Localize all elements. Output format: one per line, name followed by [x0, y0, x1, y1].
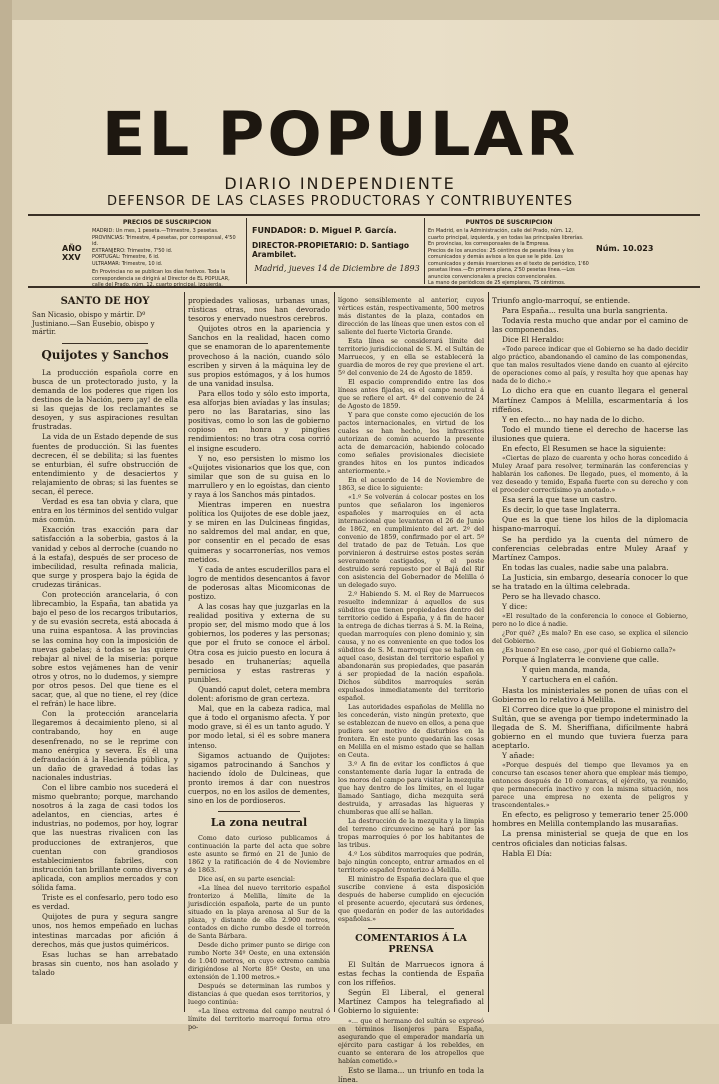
paragraph: Esa será la que tase un castro. [502, 495, 618, 505]
section-rule [218, 811, 300, 812]
page-top-edge [0, 0, 719, 20]
paragraph: Y no, eso persisten lo mismo los «Quijotes visionarios que los que, con similar que son de su guisa en lo marrullero y en lo egoístas, dan ciento y raya á los Sanchos más pintados. [188, 453, 330, 499]
prices-note: En Provincias no se publican los días festivos. Toda la correspondencia se dirigirá al Director de EL POPULAR, calle del Prado, núm. 12, cuarto principal, izquierda. [92, 269, 230, 288]
paragraph: ¿Por qué? ¿Es malo? En ese caso, se explica el silencio del Gobierno. [492, 629, 688, 646]
masthead-motto: DEFENSOR DE LAS CLASES PRODUCTORAS Y CONTRIBUYENTES [106, 194, 574, 209]
paragraph: Como dato curioso publicamos á continuación la parte del acta que sobre este asunto se firmó en 21 de Junio de 1862 y la ratificación de 4 de Noviembre de 1863. [188, 834, 330, 875]
paragraph: «Porque después del tiempo que llevamos ya en concurso tan escasos tener ahora que emplear más tiempo, entonces después de 10 comarcas, el ejército, ya reunido, que permanecería inactivo y con la misma situación, nos parece una empresa no exenta de peligros y trascendentales.» [492, 761, 688, 810]
paragraph: Pero se ha llevado chasco. [502, 592, 601, 602]
paragraph: Se ha perdido ya la cuenta del número de conferencias celebradas entre Muley Araaf y Martínez Campos. [492, 534, 688, 562]
paragraph: Y añade: [502, 751, 535, 761]
prices-line: MADRID: Un mes, 1 peseta.—Trimestre, 3 pesetas. [92, 228, 219, 234]
paragraph: 4.º Los súbditos marroquíes que podrán, bajo ningún concepto, entrar armados en el territorio español fronterizo á Melilla. [338, 850, 484, 874]
column-1 [32, 296, 178, 1010]
paragraph: «Todo parece indicar que el Gobierno se ha dado decidir algo práctico, abandonando el camino de las componendas, que tan malos resultados viene dando en cuanto al ejército de operaciones como al país, y resulta hoy que apenas hay nada de lo dicho.» [492, 345, 688, 386]
dateline: Madrid, jueves 14 de Diciembre de 1893 [254, 264, 420, 273]
paragraph: La prensa ministerial se queja de que en los centros oficiales dan noticias falsas. [492, 829, 688, 848]
paragraph: «La línea del nuevo territorio español fronterizo á Melilla, límite de la jurisdicción española, parte de un punto situado en la playa arenosa al Sur de la plaza, y distante de ella 2.900 metros, contados en dicho rumbo desde el torreón de Santa Bárbara. [188, 884, 330, 941]
paragraph: «El resultado de la conferencia lo conoce el Gobierno, pero no lo dice á nadie. [492, 612, 688, 629]
paragraph: La destrucción de la mezquita y la limpia del terreno circunvecino se hará por las tropas marroquíes ó por los habitantes de las tribus. [338, 817, 484, 849]
column-divider [488, 292, 489, 1012]
paragraph: 2.º Habiendo S. M. el Rey de Marruecos resuelto indemnizar á aquellos de sus súbditos que tienen propiedades dentro del territorio cedido á España, y á fin de hacer la entrega de dichas tierras á S. M. la Reina, quedan marroquíes con pleno dominio y, sin causa, y no es conveniente en que todos los súbditos de S. M. marroquí que se hallen en aquel caso, desistan del territorio español y abandonarán sus propiedades, que pasarán á ser propiedad de la nación española. Dichos súbditos marroquíes serán expulsados inmediatamente del territorio español. [338, 590, 484, 702]
paragraph: Es decir, lo que tase Inglaterra. [502, 505, 621, 515]
paragraph: Verdad es esa tan obvia y clara, que entra en los términos del sentido vulgar más común. [32, 497, 178, 525]
paragraph: Dice así, en su parte esencial: [198, 875, 296, 884]
section-rule [62, 343, 148, 344]
subscription-prices-box [92, 219, 242, 288]
info-divider [424, 218, 425, 284]
paragraph: Las autoridades españolas de Melilla no les concederán, visto ningún pretexto, que se establezcan de nuevo en ellos, a pena que pudiera ser motivo de disturbios en la frontera. En este punto quedarán las cosas en Melilla en el mismo estado que se hallan en Ceuta. [338, 703, 484, 759]
paragraph: En efecto, es peligroso y temerario tener 25.000 hombres en Melilla contemplando las musarañas. [492, 810, 688, 829]
paragraph: Con el libre cambio nos sucederá el mismo quebranto; porque, marchando nosotros á la zaga de casi todos los adelantos, en ciencias, artes é industrias, no podemos, por hoy, lograr que las nuestras rivalicen con las producciones de extranjeros, que cuentan con grandiosos establecimientos fabriles, con instrucción tan brillante como diversa y aplicada, con amplios mercados y con sólida fama. [32, 783, 178, 893]
paragraph: Todavía resta mucho que andar por el camino de las componendas. [492, 316, 688, 335]
paragraph: lígono sensiblemente al anterior, cuyos vértices están, respectivamente, 500 metros más distantes de la plaza, contados en dirección de las líneas que unen estos con el saliente del fuerte Victoria Grande. [338, 296, 484, 336]
column-2 [188, 296, 330, 1032]
prices-line: PORTUGAL: Trimestre, 6 id. [92, 254, 160, 260]
paragraph: Después se determinan las rumbos y distancias á que quedan esos territorios, y luego continúa: [188, 982, 330, 1007]
prices-line: EXTRANJERO: Trimestre, 7'50 id. [92, 247, 173, 254]
points-line: En Madrid, en la Administración, calle del Prado, núm. 12, cuarto principal, izquierda, y en todas las principales librerías. En provincias, los corresponsales de la Empresa. [428, 228, 584, 247]
paragraph: La producción española corre en busca de un protectorado justo, y la demanda de los poderes que rigen los destinos de la Nación, pero ¡ay! de ella si las quejas de los reclamantes se desoyen, y sus aspiraciones resultan frustradas. [32, 367, 178, 432]
paragraph: Y cada de antes escuderillos para el logro de mentidos desencantos á favor de poderosas altas Micomiconas de postizo. [188, 564, 330, 601]
paragraph: Esto se llama... un triunfo en toda la línea. [338, 1065, 484, 1084]
paragraph: Exacción tras exacción para dar satisfacción a la soberbia, gastos á la vanidad y cebos al derroche (cuando no á la estafa), después de ser proceso de imbecilidad, resulta refinada malicia, que surge y prospera bajo la égida de crudezas tiránicas. [32, 525, 178, 589]
paragraph: Y para que conste como ejecución de los pactos internacionales, en virtud de los cuales se han hecho, los infrascritos autorizan de común acuerdo la presente acta de demarcación, habiendo colocado como señales provisionales diecisiete grandes hitos en los puntos indicados anteriormente.» [338, 411, 484, 475]
prices-heading: PRECIOS DE SUSCRIPCION [122, 219, 212, 226]
issue-number: Núm. 10.023 [596, 244, 654, 253]
points-line: La mano de periódicos de 25 ejemplares, 75 céntimos. [428, 280, 566, 286]
column-divider [184, 292, 185, 1012]
paragraph: Hasta los ministeriales se ponen de uñas con el Gobierno en lo relativo á Melilla. [492, 685, 688, 704]
column-3 [338, 296, 484, 1084]
paragraph: Triunfo anglo-marroquí, se entiende. [492, 296, 631, 305]
paragraph: Con la protección arancelaria llegaremos á decaimiento pleno, si al contrabando, hoy en auge desenfrenado, no se le reprime con mano enérgica y severa. Es él una defraudación á la Hacienda pública, y un daño de gravedad á todas las nacionales industrias. [32, 709, 178, 782]
column-divider [334, 292, 335, 1012]
page-left-edge [0, 0, 12, 1024]
paragraph: Esta línea se considerará límite del territorio jurisdiccional de S. M. el Sultán de Marruecos, y en ella se establecerá la guardia de moros de rey que previene el art. 5º del convenio de 24 de Agosto de 1859. [338, 337, 484, 377]
paragraph: Habla El Día: [502, 848, 552, 858]
paragraph: Dice El Heraldo: [502, 335, 565, 345]
director-line: DIRECTOR-PROPIETARIO: D. Santiago Arambilet. [252, 241, 409, 259]
paragraph: El espacio comprendido entre las dos líneas antes fijadas, es el campo neutral á que se refiere el art. 4º del convenio de 24 de Agosto de 1859. [338, 378, 484, 410]
paragraph: «Ciertas de plazo de cuarenta y ocho horas concedido á Muley Araaf para resolver, terminarán las conferencias y hablarán los cañones. De llegado, pues, el momento, á la vez deseado y temido, España fuerte con su derecho y con el proceder correctísimo ya anotado.» [492, 454, 688, 495]
paragraph: Desde dicho primer punto se dirige con rumbo Norte 34º Oeste, en una extensión de 1.040 metros, en cuyo extremo cambia dirigiéndose al Norte 85º Oeste, en una extensión de 1.100 metros.» [188, 941, 330, 982]
paragraph: Quijotes de pura y segura sangre unos, nos hemos empeñado en luchas intestinas marcadas por afición á derechos, más que justos quiméricos. [32, 912, 178, 949]
paragraph: Lo dicho era que en cuanto llegara el general Martínez Campos á Melilla, escarmentaría á los riffeños. [492, 386, 688, 414]
paragraph: Y quien manda, manda, [522, 665, 611, 675]
paragraph: Con protección arancelaria, ó con librecambio, la España, tan abatida ya bajo el peso de los recargos tributarios, y de su evasión secreta, está abocada á una ruina espantosa. A las provincias se las comina hoy con la imposición de nuevas gabelas; á todas se las quiere rebajar al nivel de la miseria: porque sobre estos vejámenes han de venir otros y otros, no lo dudemos, y siempre por otros pesos. Del que tiene es el sacar, que, al que no tiene, el rey (dice el refrán) le hace libre. [32, 590, 178, 709]
subscription-points-box [428, 219, 590, 285]
paragraph: Porque á Inglaterra le conviene que calle. [502, 655, 660, 665]
paragraph: Quandó caput dolet, cetera membra dolent: aforismo de gran certeza. [188, 684, 330, 704]
paragraph: Triste es el confesarlo, pero todo eso es verdad. [32, 893, 178, 912]
paragraph: 3.º A fin de evitar los conflictos á que constantemente daría lugar la entrada de los moros del campo para visitar la mezquita que hay dentro de los límites, en el lugar llamado Santiago, dicha mezquita será destruida, y arrasadas las higueras y chumberas que allí se hallan. [338, 760, 484, 816]
paragraph: Según El Liberal, el general Martínez Campos ha telegrafiado al Gobierno lo siguiente: [338, 988, 484, 1016]
paragraph: ¿Es bueno? En ese caso, ¿por qué el Gobierno calla?» [502, 646, 676, 655]
paragraph: «La línea extrema del campo neutral ó límite del territorio marroquí forma otro po- [188, 1007, 330, 1032]
saint-text: San Nicasio, obispo y mártir. Dº Justiniano.—San Eusebio, obispo y mártir. [32, 311, 155, 337]
year-label: AÑO XXV [62, 244, 82, 262]
paragraph: La vida de un Estado depende de sus fuentes de producción. Si las fuentes decrecen, él se debilita; si las fuentes se enturbian, él sufre obstrucción de entendimiento y de desaciertos y relajamiento de obras; si las fuentes se secan, él perece. [32, 432, 178, 496]
paragraph: Para ellos todo y sólo esto importa, esa alforjas bien avíadas y las ínsulas; pero no las Baratarias, sino las positivas, como lo son las de gobierno copioso en honra y pingües rendimientos: no tras otra cosa corrió el insigne escudero. [188, 388, 330, 453]
paragraph: Todo el mundo tiene el derecho de hacerse las ilusiones que quiera. [492, 424, 688, 443]
paragraph: En efecto, El Resumen se hace la siguiente: [502, 444, 666, 454]
paragraph: «... que el hermano del sultán se expresó en términos lisonjeros para España, asegurando que el emperador mandaría un ejército para castigar á los rebeldes, en cuanto se enterara de los atropellos que habían cometido.» [338, 1016, 484, 1065]
column-4 [492, 296, 688, 1010]
paragraph: Y cartuchera en el cañón. [522, 675, 619, 685]
paragraph: El Correo dice que lo que propone el ministro del Sultán, que se avenga por tiempo indeterminado la llegada de S. M. Sheriffiana, difícilmente habrá gobierno en el mundo que tuviera fuerza para aceptarlo. [492, 704, 688, 751]
article-title: Quijotes y Sanchos [41, 347, 169, 362]
masthead-subtitle: DIARIO INDEPENDIENTE [224, 174, 456, 193]
paragraph: Y dice: [502, 602, 528, 612]
section-title: La zona neutral [210, 816, 308, 830]
paragraph: propiedades valiosas, urbanas unas, rústicas otras, nos han devorado tesoros y enervado nuestros cerebros. [188, 296, 330, 324]
points-heading: PUNTOS DE SUSCRIPCION [465, 219, 553, 226]
paragraph: Esas luchas se han arrebatado brasas sin cuento, nos han asolado y talado [32, 949, 178, 977]
section-rule [368, 928, 454, 929]
section-title: COMENTARIOS Á LA PRENSA [355, 933, 467, 955]
paragraph: En todas las cuales, nadie sabe una palabra. [502, 562, 669, 572]
paragraph: Y en efecto... no hay nada de lo dicho. [502, 414, 645, 424]
paragraph: Quijotes otros en la apariencia y Sanchos en la realidad, hacen como que se enamoran de lo aparentemente provechoso á la nación, cuando sólo escriben y sirven á la máquina ley de sus propios estómagos, y á los humos de una vanidad insulsa. [188, 324, 330, 388]
paragraph: Que es la que tiene los hilos de la diplomacia hispano-marroquí. [492, 515, 688, 534]
founder-line: FUNDADOR: D. Miguel P. García. [252, 226, 397, 235]
paragraph: A las cosas hay que juzgarlas en la realidad positiva y externa de su propio ser, del mismo modo que á los gobiernos, los poderes y las personas; que por el fruto se conoce el árbol. Otra cosa es juicio puesto en locura á besado en truhanerías; aquella perniciosa y estas rastreras y punibles. [188, 602, 330, 684]
paragraph: El ministro de España declara que el que suscribe conviene á esta disposición después de haberse cumplido en ejecución el presente acuerdo, ejecutará sus órdenes, que quedarán en poder de las autoridades españolas.» [338, 875, 484, 923]
info-divider [246, 218, 247, 284]
prices-line: ULTRAMAR: Trimestre, 10 id. [92, 260, 163, 267]
info-top-rule [28, 214, 700, 216]
prices-line: PROVINCIAS: Trimestre, 4 pesetas, por corresponsal, 4'50 id. [92, 234, 236, 247]
paragraph: Sigamos actuando de Quijotes: sigamos patrocinando á Sanchos y haciendo ídolo de Dulcineas, que pronto iremos á dar con nuestros cuerpos, no en los asilos de dementes, sino en los de pordioseros. [188, 750, 330, 806]
paragraph: En el acuerdo de 14 de Noviembre de 1863, se dice lo siguiente: [338, 476, 484, 492]
paragraph: La Justicia, sin embargo, desearía conocer lo que se ha tratado en la última celebrada. [492, 572, 688, 591]
paragraph: Mal, que en la cabeza radica, mal que á todo el organismo afecta. Y por modo grave, si él es un tanto agudo. Y por modo letal, si él es sobre manera intenso. [188, 704, 330, 750]
paragraph: Mientras imperen en nuestra política los Quijotes de ese doble jaez, y se miren en las Dulcineas fingidas, no saldremos del mal andar, en que, por consentir en el pecado de esas quimeras y socarronerías, nos vemos metidos. [188, 500, 330, 564]
paragraph: Para España... resulta una burla sangrienta. [502, 306, 668, 316]
paragraph: «1.º Se volverán á colocar postes en los puntos que señalaron los ingenieros españoles y marroquíes en el acta internacional que levantaron el 26 de Junio de 1862, en cumplimiento del art. 2º del convenio de 1859, confirmado por el art. 5º del tratado de paz de Tetuán. Los que porvinieron á destruirse estos postes serán severamente castigados, y el poste destruido será repuesto por el Bajá del Rif con asistencia del Gobernador de Melilla ó un delegado suyo. [338, 493, 484, 589]
points-line: Precios de los anuncios: 25 céntimos de peseta línea y los comunicados y demás avisos a los que se le pide. Los comunicados y demás inserciones en el texto de periódico, 1'60 pesetas línea.—En primera plana, 2'50 pesetas línea.—Los anuncios convencionales a precios convencionales. [428, 247, 589, 280]
saint-heading: SANTO DE HOY [60, 296, 150, 307]
masthead-title: EL POPULAR [101, 99, 579, 171]
paragraph: El Sultán de Marruecos ignora á estas fechas la contienda de España con los riffeños. [338, 960, 484, 988]
